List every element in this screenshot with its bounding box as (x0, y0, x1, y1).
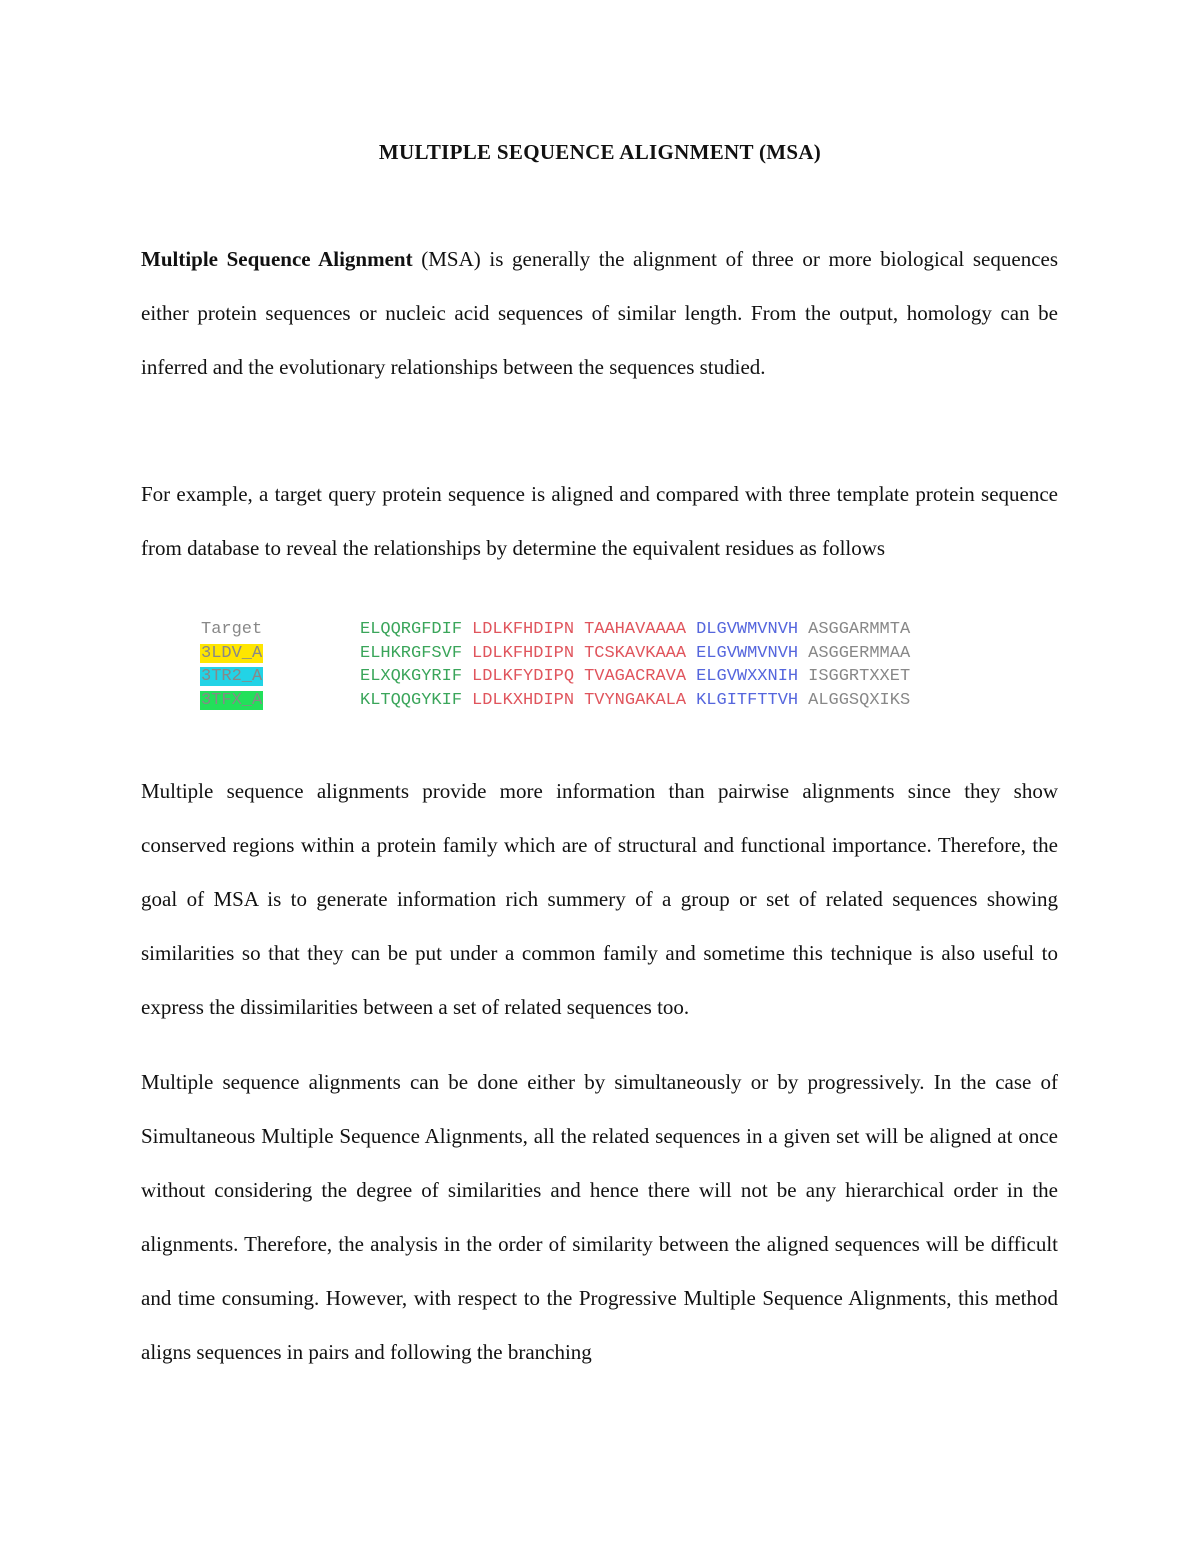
sequence-segment: KLGITFTTVH (696, 690, 799, 710)
sequence-segment: ELGVWXXNIH (696, 667, 799, 686)
alignment-row (200, 642, 920, 666)
sequence-segment: ASGGARMMTA (808, 620, 911, 639)
sequence-segment: KLTQQGYKIF (360, 690, 463, 710)
sequence-label: 3LDV_A (201, 643, 263, 663)
sequence-segment: ALGGSQXIKS (808, 690, 911, 710)
sequence-label: Target (201, 620, 263, 639)
paragraph-msa-info: Multiple sequence alignments provide more information than pairwise alignments since they show conserved regions within a protein family which are of structural and functional importance. Therefore, the goal of MSA is to generate information rich summery of a group or set of related sequences showing similarities so that they can be put under a common family and sometime this technique is also useful to express the dissimilarities between a set of related sequences too. (141, 779, 1058, 1019)
paragraph-msa-methods: Multiple sequence alignments can be done either by simultaneously or by progressively. In the case of Simultaneous Multiple Sequence Alignments, all the related sequences in a given set will be aligned at once without considering the degree of similarities and hence there will not be any hierarchical order in the alignments. Therefore, the analysis in the order of similarity between the aligned sequences will be difficult and time consuming. However, with respect to the Progressive Multiple Sequence Alignments, this method aligns sequences in pairs and following the branching (141, 1070, 1058, 1364)
sequence-segment: ASGGERMMAA (808, 643, 911, 663)
sequence-segment: TVYNGAKALA (584, 690, 687, 710)
sequence-segment: LDLKFYDIPQ (472, 667, 575, 686)
sequence-segment: ELHKRGFSVF (360, 643, 463, 663)
definition-text: (MSA) is generally the alignment of three or more biological sequences either protein sequences or nucleic acid sequences of similar length. From the output, homology can be inferred and the evolutionary relationships between the sequences studied. (141, 247, 1059, 379)
alignment-row (200, 665, 920, 689)
sequence-segment: ELGVWMVNVH (696, 643, 799, 663)
alignment-row (200, 689, 920, 713)
sequence-segment: ELXQKGYRIF (360, 667, 463, 686)
paragraph-example: For example, a target query protein sequence is aligned and compared with three template protein sequence from database to reveal the relationships by determine the equivalent residues as follows (141, 482, 1058, 560)
sequence-segment: TAAHAVAAAA (584, 620, 687, 639)
sequence-segment: ISGGRTXXET (808, 667, 911, 686)
sequence-label: 3TFX_A (201, 690, 263, 710)
sequence-alignment (200, 618, 920, 712)
paragraph-definition (141, 232, 1058, 394)
sequence-label: 3TR2_A (201, 667, 263, 686)
sequence-segment: ELQQRGFDIF (360, 620, 463, 639)
sequence-segment: TVAGACRAVA (584, 667, 687, 686)
page-title: MULTIPLE SEQUENCE ALIGNMENT (MSA) (378, 140, 822, 164)
term-bold: Multiple Sequence Alignment (141, 247, 413, 271)
sequence-segment: LDLKFHDIPN (472, 620, 575, 639)
sequence-segment: LDLKFHDIPN (472, 643, 575, 663)
alignment-row (200, 618, 920, 642)
sequence-segment: LDLKXHDIPN (472, 690, 575, 710)
sequence-segment: DLGVWMVNVH (696, 620, 799, 639)
sequence-segment: TCSKAVKAAA (584, 643, 687, 663)
